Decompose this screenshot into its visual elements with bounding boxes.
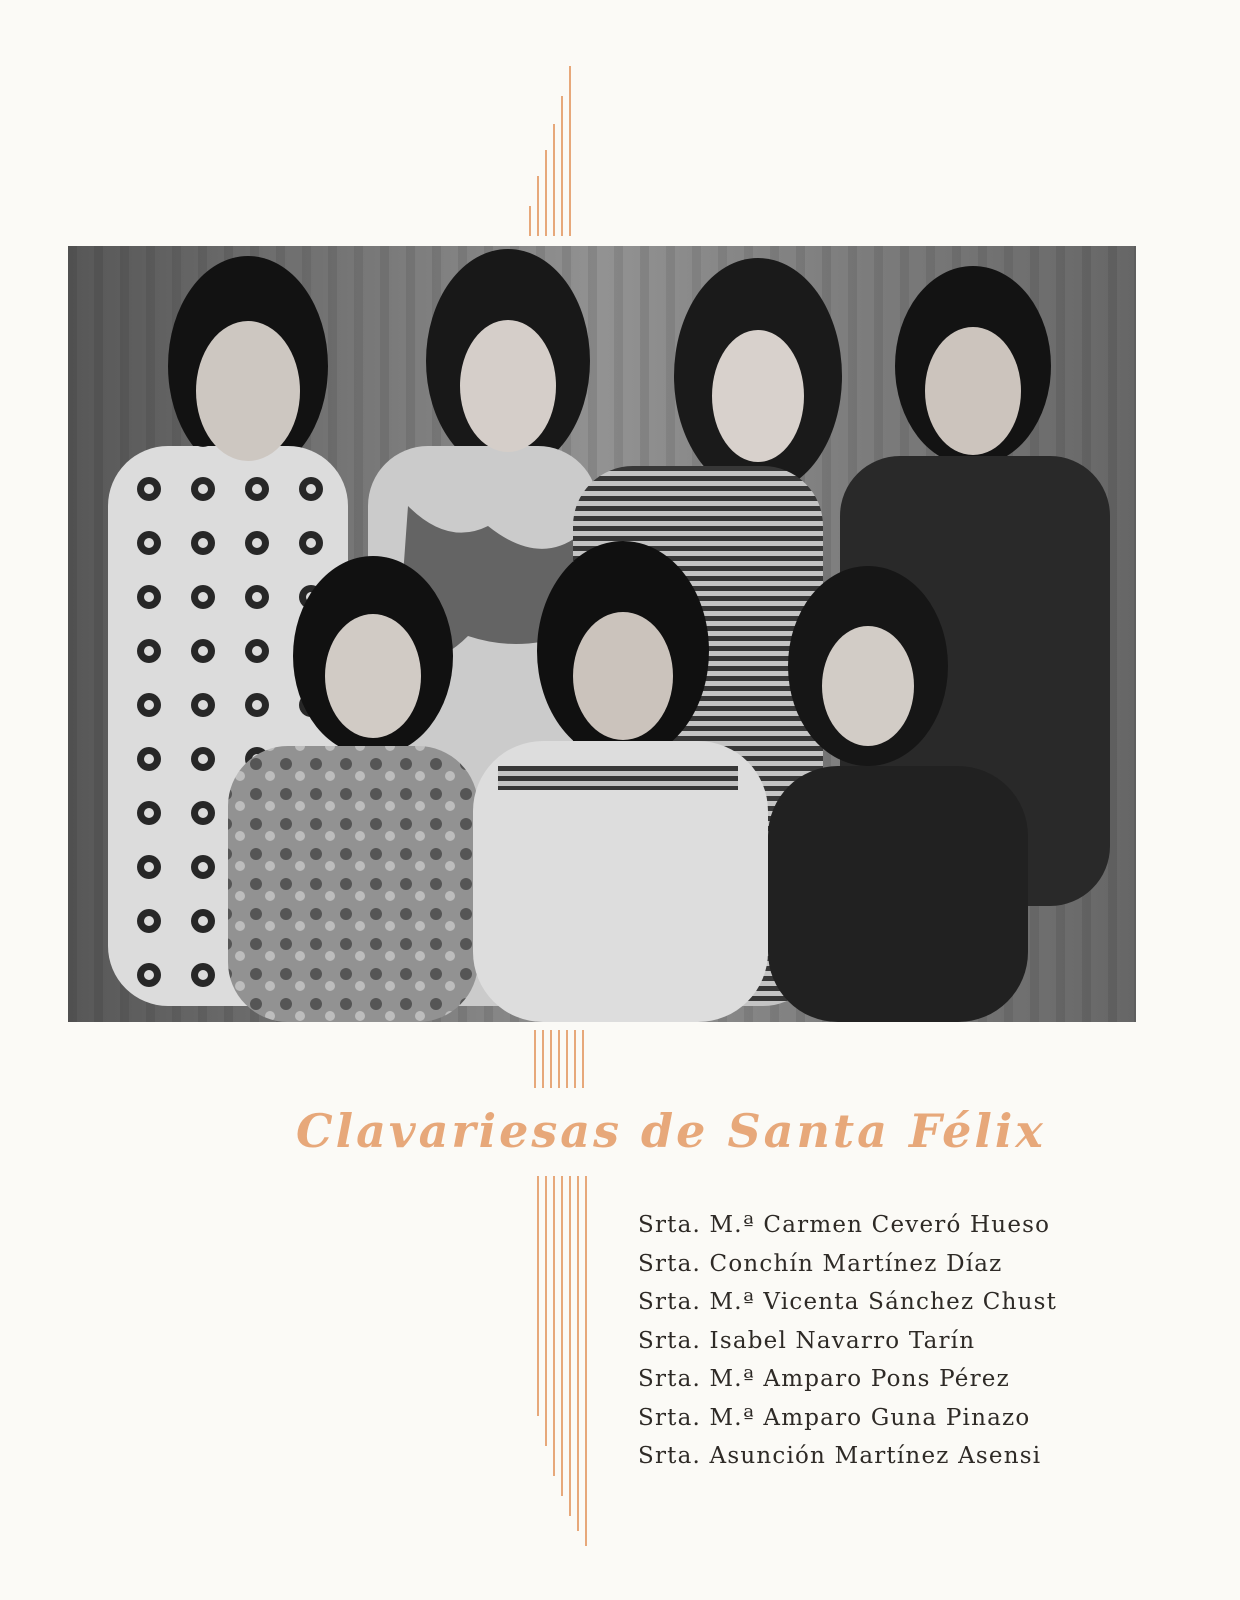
- member-name: Srta. Isabel Navarro Tarín: [638, 1327, 976, 1354]
- page-title: Clavariesas de Santa Félix: [296, 1104, 1046, 1158]
- member-name: Srta. Conchín Martínez Díaz: [638, 1250, 1003, 1277]
- top-decorative-lines: [528, 66, 584, 236]
- member-name: Srta. M.ª Amparo Guna Pinazo: [638, 1404, 1031, 1431]
- member-name: Srta. Asunción Martínez Asensi: [638, 1443, 1042, 1469]
- member-name: Srta. M.ª Carmen Ceveró Hueso: [638, 1212, 1051, 1238]
- bottom-decorative-lines: [536, 1176, 592, 1546]
- member-name: Srta. M.ª Vicenta Sánchez Chust: [638, 1289, 1058, 1315]
- member-names-list: [638, 1206, 1158, 1476]
- group-portrait-photo: [68, 246, 1136, 1022]
- member-name: Srta. M.ª Amparo Pons Pérez: [638, 1366, 1010, 1392]
- middle-decorative-lines: [533, 1030, 589, 1088]
